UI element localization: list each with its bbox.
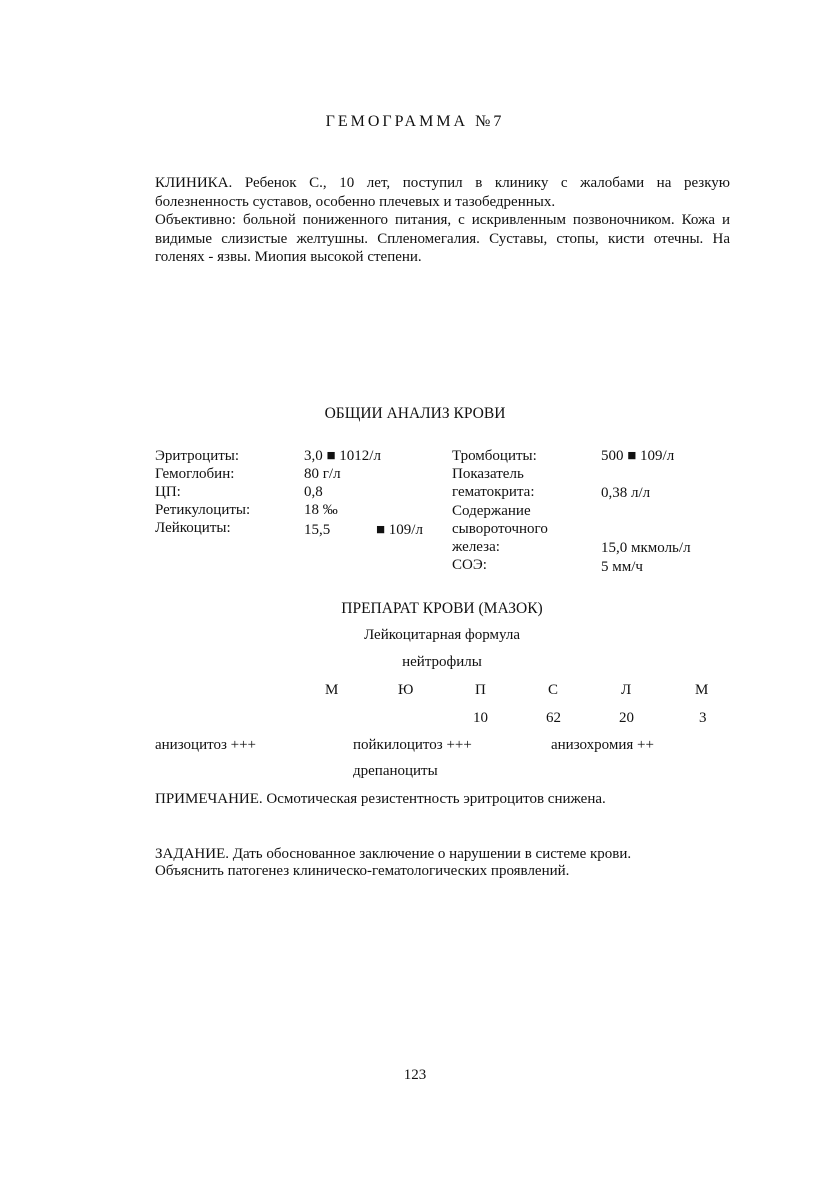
cbc-label: сывороточного: [452, 521, 548, 537]
formula-column-header: М: [695, 682, 709, 698]
poikilocytosis: пойкилоцитоз +++: [353, 737, 472, 753]
cbc-label: Ретикулоциты:: [155, 502, 251, 518]
formula-column-header: П: [475, 682, 486, 698]
cbc-label: Тромбоциты:: [452, 448, 537, 464]
clinical-description: [155, 174, 730, 267]
cbc-value: 500 ■ 109/л: [601, 448, 675, 464]
note: ПРИМЕЧАНИЕ. Осмотическая резистентность эритроцитов снижена.: [155, 791, 606, 807]
smear-heading: ПРЕПАРАТ КРОВИ (МАЗОК): [341, 600, 543, 617]
formula-column-header: С: [548, 682, 559, 698]
anisocytosis: анизоцитоз +++: [155, 737, 257, 753]
leukocyte-formula-title: Лейкоцитарная формула: [363, 627, 521, 643]
cbc-value: 0,38 л/л: [601, 485, 651, 501]
cbc-label: Содержание: [452, 503, 531, 519]
cbc-value: 15,0 мкмоль/л: [601, 540, 691, 556]
cbc-label: Лейкоциты:: [155, 520, 231, 536]
anisochromia: анизохромия ++: [551, 737, 654, 753]
cbc-value: 0,8: [304, 484, 323, 500]
formula-value: 20: [619, 710, 634, 726]
cbc-unit: ■ 109/л: [376, 522, 423, 538]
formula-column-header: Ю: [398, 682, 414, 698]
cbc-label: гематокрита:: [452, 484, 535, 500]
task-line-2: Объяснить патогенез клиническо-гематологических проявлений.: [155, 863, 570, 879]
cbc-label: СОЭ:: [452, 557, 487, 573]
clinic-paragraph-complaints: КЛИНИКА. Ребенок С., 10 лет, поступил в клинику с жалобами на резкую болезненность суставов, особенно плечевых и тазобедренных.: [155, 175, 730, 210]
formula-column-header: М: [325, 682, 339, 698]
formula-value: 3: [699, 710, 707, 726]
drepanocytes: дрепаноциты: [353, 763, 438, 779]
cbc-label: Гемоглобин:: [155, 466, 235, 482]
page-number: 123: [403, 1067, 427, 1083]
formula-value: 62: [546, 710, 561, 726]
cbc-label: Эритроциты:: [155, 448, 240, 464]
formula-column-header: Л: [621, 682, 632, 698]
cbc-value: 15,5: [304, 522, 331, 538]
neutrophils-label: нейтрофилы: [402, 654, 482, 670]
cbc-label: железа:: [452, 539, 500, 555]
task-line-1: ЗАДАНИЕ. Дать обоснованное заключение о нарушении в системе крови.: [155, 846, 632, 862]
formula-value: 10: [473, 710, 488, 726]
clinic-paragraph-objective: Объективно: больной пониженного питания, с искривленным позвоночником. Кожа и видимые слизистые желтушны. Спленомегалия. Суставы, стопы, кисти отечны. На голенях - язвы. Миопия высокой степени.: [155, 212, 730, 265]
cbc-value: 18 ‰: [304, 502, 338, 518]
cbc-value: 80 г/л: [304, 466, 341, 482]
cbc-heading: ОБЩИИ АНАЛИЗ КРОВИ: [324, 405, 506, 422]
cbc-value: 5 мм/ч: [601, 559, 643, 575]
cbc-label: Показатель: [452, 466, 524, 482]
page-title: ГЕМОГРАММА №7: [325, 113, 505, 130]
cbc-label: ЦП:: [155, 484, 181, 500]
cbc-value: 3,0 ■ 1012/л: [304, 448, 381, 464]
